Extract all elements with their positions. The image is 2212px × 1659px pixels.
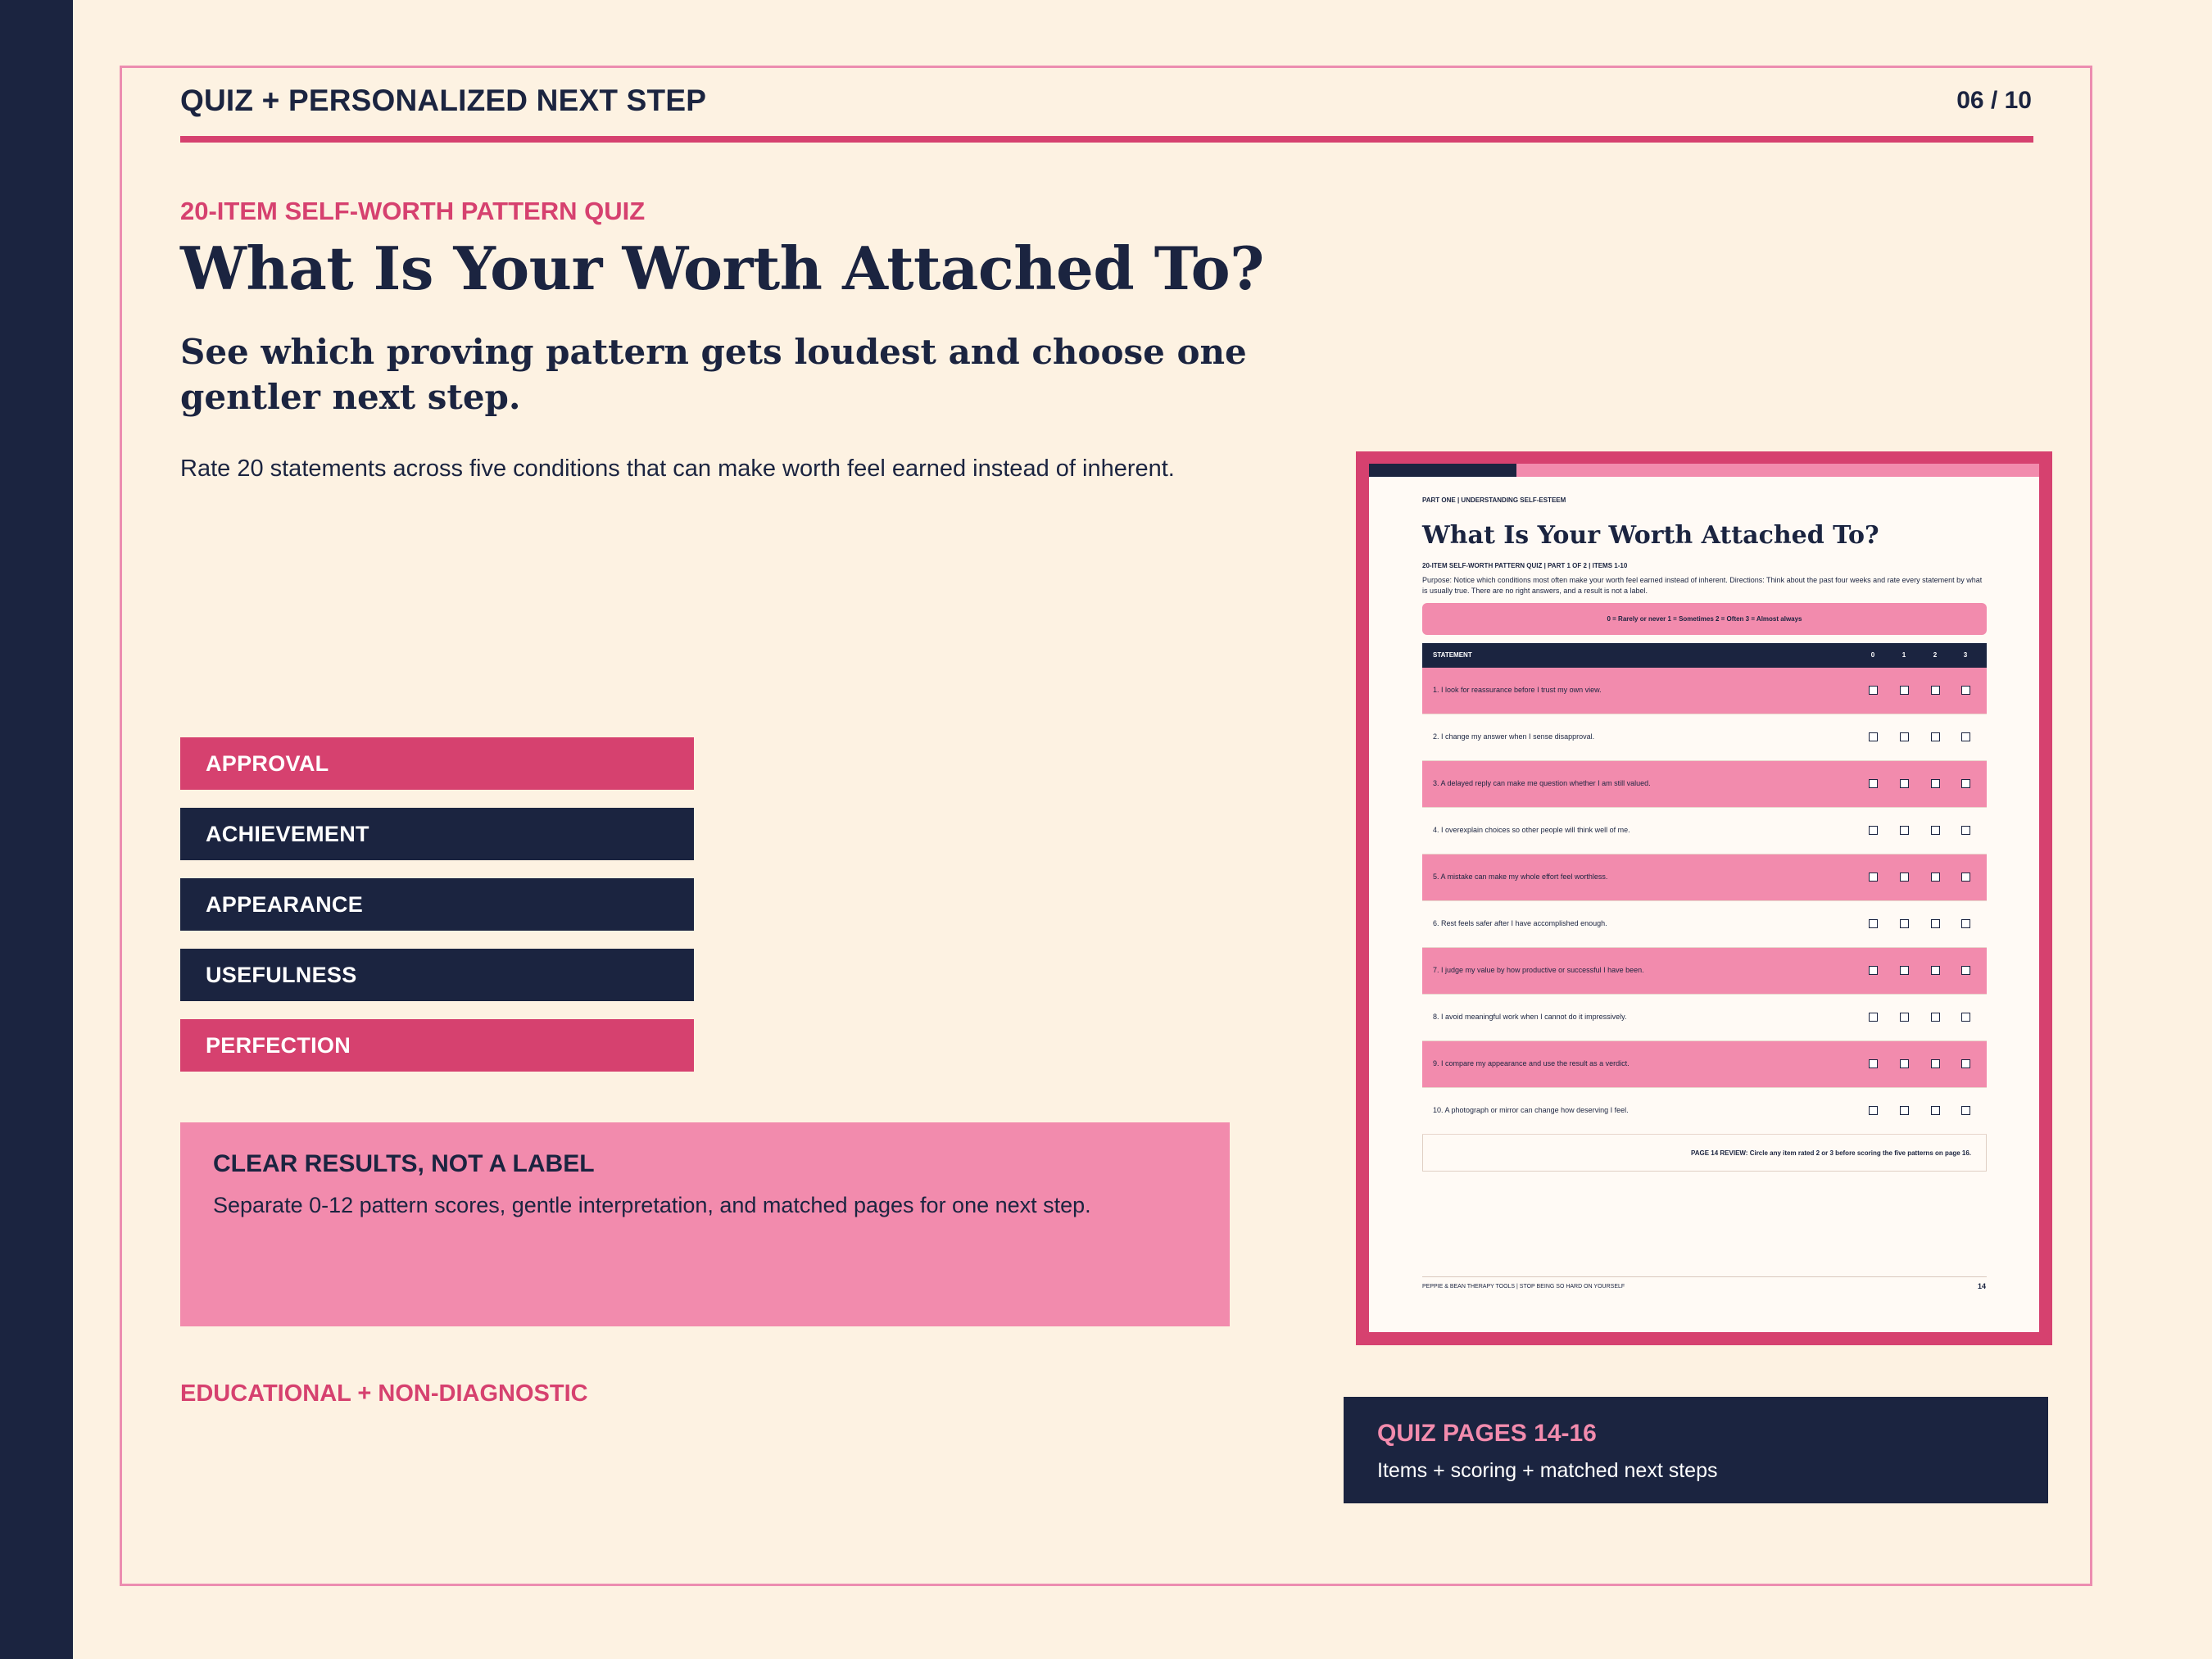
rating-checkbox-3[interactable] [1961, 732, 1970, 741]
worksheet-subtitle: 20-ITEM SELF-WORTH PATTERN QUIZ | PART 1 OF 2 | ITEMS 1-10 [1422, 562, 1628, 569]
rating-checkbox-2[interactable] [1931, 1059, 1940, 1068]
headline: What Is Your Worth Attached To? [180, 233, 1264, 303]
table-row [1422, 714, 1987, 761]
rating-checkbox-3[interactable] [1961, 686, 1970, 695]
rating-checkbox-2[interactable] [1931, 919, 1940, 928]
pattern-tag-approval: APPROVAL [180, 737, 694, 790]
results-callout [180, 1122, 1230, 1326]
rating-checkbox-3[interactable] [1961, 779, 1970, 788]
table-row [1422, 948, 1987, 995]
table-row [1422, 808, 1987, 854]
rating-checkbox-0[interactable] [1869, 826, 1878, 835]
quiz-pages-subtitle: Items + scoring + matched next steps [1377, 1459, 1718, 1482]
rating-checkbox-0[interactable] [1869, 779, 1878, 788]
statement-text: 7. I judge my value by how productive or successful I have been. [1433, 966, 1644, 974]
table-row [1422, 1088, 1987, 1135]
statement-text: 5. A mistake can make my whole effort feel worthless. [1433, 873, 1608, 881]
footer-rule [1422, 1276, 1987, 1277]
rating-checkbox-1[interactable] [1900, 686, 1909, 695]
rating-checkbox-3[interactable] [1961, 919, 1970, 928]
statement-text: 6. Rest feels safer after I have accomplished enough. [1433, 919, 1607, 927]
subhead: See which proving pattern gets loudest and choose one gentler next step. [180, 332, 1247, 417]
pattern-tag-appearance: APPEARANCE [180, 878, 694, 931]
rating-scale: 0 = Rarely or never 1 = Sometimes 2 = Often 3 = Almost always [1422, 603, 1987, 635]
table-row [1422, 854, 1987, 901]
rating-checkbox-1[interactable] [1900, 732, 1909, 741]
pattern-tag-usefulness: USEFULNESS [180, 949, 694, 1001]
rating-checkbox-0[interactable] [1869, 1013, 1878, 1022]
quiz-pages-box [1344, 1397, 2048, 1503]
rating-checkbox-2[interactable] [1931, 1106, 1940, 1115]
rating-checkbox-3[interactable] [1961, 966, 1970, 975]
worksheet-preview [1356, 451, 2052, 1345]
worksheet-title: What Is Your Worth Attached To? [1422, 521, 1879, 550]
statement-column-header: STATEMENT [1433, 651, 1472, 659]
rating-checkbox-2[interactable] [1931, 779, 1940, 788]
rating-checkbox-1[interactable] [1900, 873, 1909, 882]
callout-title: CLEAR RESULTS, NOT A LABEL [213, 1150, 595, 1177]
rating-checkbox-0[interactable] [1869, 1106, 1878, 1115]
rating-checkbox-0[interactable] [1869, 966, 1878, 975]
rating-checkbox-2[interactable] [1931, 732, 1940, 741]
worksheet-page-number: 14 [1977, 1282, 1986, 1290]
review-note [1422, 1135, 1987, 1172]
statement-text: 10. A photograph or mirror can change how deserving I feel. [1433, 1106, 1629, 1114]
statement-text: 8. I avoid meaningful work when I cannot do it impressively. [1433, 1013, 1627, 1021]
rating-checkbox-0[interactable] [1869, 686, 1878, 695]
eyebrow: 20-ITEM SELF-WORTH PATTERN QUIZ [180, 197, 646, 225]
worksheet-footer: PEPPIE & BEAN THERAPY TOOLS | STOP BEING SO HARD ON YOURSELF [1422, 1284, 1625, 1290]
intro-text: Rate 20 statements across five conditions that can make worth feel earned instead of inherent. [180, 456, 1175, 482]
callout-body: Separate 0-12 pattern scores, gentle interpretation, and matched pages for one next step. [213, 1193, 1091, 1217]
rating-checkbox-0[interactable] [1869, 919, 1878, 928]
statement-text: 4. I overexplain choices so other people will think well of me. [1433, 826, 1630, 834]
rating-checkbox-3[interactable] [1961, 1106, 1970, 1115]
worksheet-page [1369, 464, 2039, 1332]
table-row [1422, 761, 1987, 808]
table-row [1422, 1041, 1987, 1088]
header-rule [180, 136, 2033, 143]
rating-checkbox-1[interactable] [1900, 966, 1909, 975]
table-row [1422, 668, 1987, 714]
rating-checkbox-3[interactable] [1961, 873, 1970, 882]
rating-checkbox-3[interactable] [1961, 826, 1970, 835]
pattern-tag-achievement: ACHIEVEMENT [180, 808, 694, 860]
rating-checkbox-2[interactable] [1931, 1013, 1940, 1022]
rating-checkbox-1[interactable] [1900, 1059, 1909, 1068]
statement-text: 9. I compare my appearance and use the result as a verdict. [1433, 1059, 1630, 1067]
quiz-pages-title: QUIZ PAGES 14-16 [1377, 1420, 1597, 1447]
rating-checkbox-3[interactable] [1961, 1059, 1970, 1068]
statement-text: 2. I change my answer when I sense disapproval. [1433, 732, 1595, 741]
table-row [1422, 995, 1987, 1041]
statement-text: 3. A delayed reply can make me question whether I am still valued. [1433, 779, 1651, 787]
table-row [1422, 901, 1987, 948]
quiz-table [1422, 643, 1987, 1172]
rating-checkbox-0[interactable] [1869, 873, 1878, 882]
rating-checkbox-2[interactable] [1931, 686, 1940, 695]
statement-text: 1. I look for reassurance before I trust my own view. [1433, 686, 1602, 694]
page-accent-bar-dark [1369, 464, 1516, 477]
rating-checkbox-1[interactable] [1900, 826, 1909, 835]
rating-checkbox-2[interactable] [1931, 873, 1940, 882]
rating-checkbox-1[interactable] [1900, 779, 1909, 788]
rating-checkbox-0[interactable] [1869, 732, 1878, 741]
column-header-3: 3 [1963, 651, 1968, 659]
column-header-1: 1 [1902, 651, 1906, 659]
disclaimer: EDUCATIONAL + NON-DIAGNOSTIC [180, 1380, 588, 1407]
rating-checkbox-2[interactable] [1931, 826, 1940, 835]
worksheet-purpose: Purpose: Notice which conditions most often make your worth feel earned instead of inherent. Directions: Think about the past four weeks and rate every statement by what is usually true. There are no right answers, and a result is not a label. [1422, 576, 1983, 595]
page-number: 06 / 10 [1956, 87, 2032, 114]
column-header-2: 2 [1933, 651, 1938, 659]
rating-checkbox-3[interactable] [1961, 1013, 1970, 1022]
rating-checkbox-1[interactable] [1900, 1106, 1909, 1115]
column-header-0: 0 [1870, 651, 1875, 659]
left-rail [0, 0, 73, 1659]
pattern-tag-perfection: PERFECTION [180, 1019, 694, 1072]
rating-checkbox-0[interactable] [1869, 1059, 1878, 1068]
worksheet-kicker: PART ONE | UNDERSTANDING SELF-ESTEEM [1422, 496, 1566, 504]
section-title: QUIZ + PERSONALIZED NEXT STEP [180, 84, 707, 117]
review-note-text: PAGE 14 REVIEW: Circle any item rated 2 or 3 before scoring the five patterns on page 16. [1690, 1149, 1971, 1157]
rating-checkbox-1[interactable] [1900, 1013, 1909, 1022]
quiz-table-header [1422, 643, 1987, 668]
rating-checkbox-1[interactable] [1900, 919, 1909, 928]
rating-checkbox-2[interactable] [1931, 966, 1940, 975]
